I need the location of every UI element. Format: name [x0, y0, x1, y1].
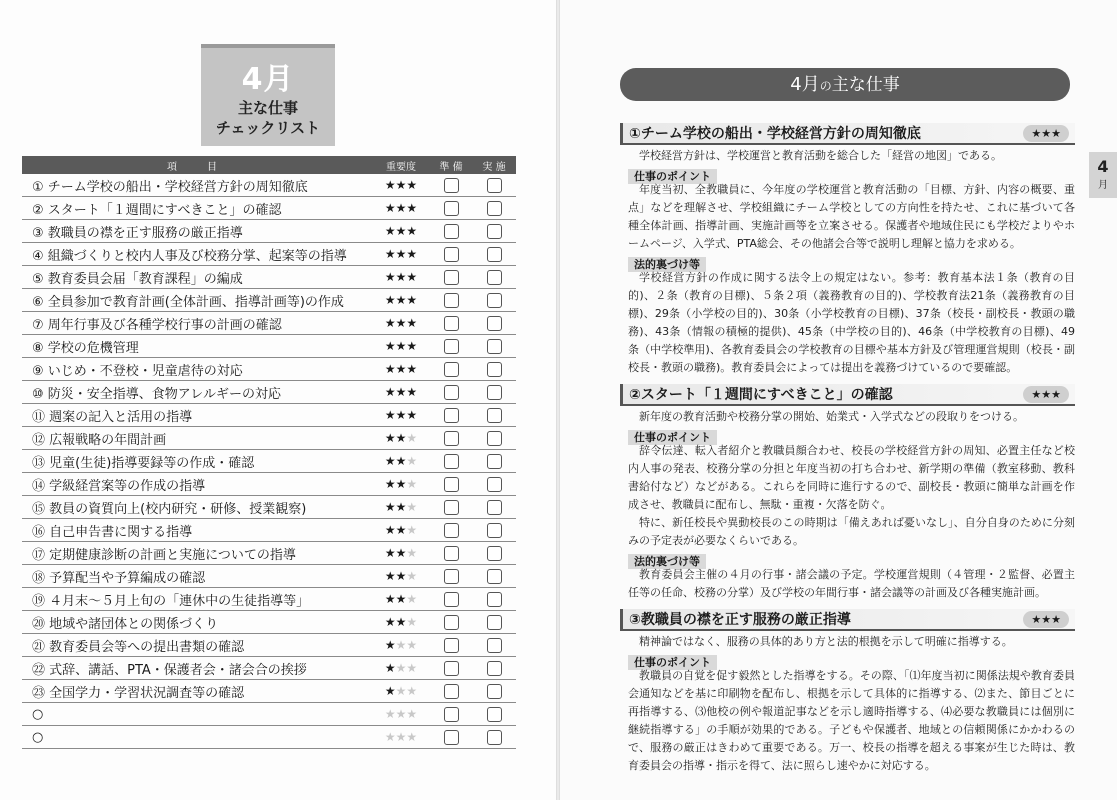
done-checkbox[interactable] [487, 293, 502, 308]
left-page [0, 0, 558, 800]
prep-checkbox[interactable] [444, 592, 459, 607]
done-checkbox[interactable] [487, 592, 502, 607]
point-label: 仕事のポイント [628, 430, 717, 445]
checklist-item-text: ㉑ 教育委員会等への提出書類の確認 [32, 639, 245, 655]
done-checkbox[interactable] [487, 500, 502, 515]
right-title-particle: の [819, 79, 832, 93]
prep-checkbox[interactable] [444, 454, 459, 469]
importance-rating [372, 477, 430, 491]
prep-checkbox[interactable] [444, 362, 459, 377]
right-title-month: 4月 [790, 74, 820, 95]
section-intro: 精神論ではなく、服務の具体的あり方と法的根拠を示して明確に指導する。 [639, 635, 1013, 648]
importance-rating [372, 592, 430, 606]
checklist-row [22, 381, 516, 404]
checklist-item-text: ⑧ 学校の危機管理 [32, 340, 139, 356]
point-label: 仕事のポイント [628, 169, 717, 184]
importance-rating [372, 339, 430, 353]
importance-rating [372, 500, 430, 514]
importance-rating [372, 385, 430, 399]
prep-checkbox[interactable] [444, 500, 459, 515]
checklist-row [22, 473, 516, 496]
prep-checkbox[interactable] [444, 684, 459, 699]
done-checkbox[interactable] [487, 523, 502, 538]
checklist-item-text: ⑱ 予算配当や予算編成の確認 [32, 570, 206, 586]
prep-checkbox[interactable] [444, 201, 459, 216]
checklist-item-text: ⑦ 周年行事及び各種学校行事の計画の確認 [32, 317, 282, 333]
checklist-item-text: ② スタート「１週間にすべきこと」の確認 [32, 202, 282, 218]
stars-empty: ★ [406, 523, 418, 537]
checklist-row [22, 289, 516, 312]
prep-checkbox[interactable] [444, 615, 459, 630]
checklist-row [22, 197, 516, 220]
section-title: ③教職員の襟を正す服務の厳正指導 [629, 612, 851, 628]
checklist-row [22, 312, 516, 335]
done-checkbox[interactable] [487, 247, 502, 262]
stars-filled: ★★★ [384, 293, 418, 307]
section-2 [620, 384, 1075, 602]
checklist-item-text: ⑩ 防災・安全指導、食物アレルギーの対応 [32, 386, 281, 402]
stars-empty: ★★ [395, 684, 418, 698]
section-header [620, 384, 1075, 406]
right-title-rest: 主な仕事 [831, 75, 900, 95]
checklist-item-text: ⑤ 教育委員会届「教育課程」の編成 [32, 271, 243, 287]
prep-checkbox[interactable] [444, 339, 459, 354]
checklist-row [22, 703, 516, 726]
checklist-item-text: ○ [32, 706, 44, 722]
checklist-row [22, 243, 516, 266]
checklist-item-text: ⑬ 児童(生徒)指導要録等の作成・確認 [32, 455, 255, 471]
importance-rating [372, 201, 430, 215]
importance-rating [372, 615, 430, 629]
prep-checkbox[interactable] [444, 293, 459, 308]
checklist-item-text: ⑳ 地域や諸団体との関係づくり [32, 616, 219, 632]
section-header [620, 123, 1075, 145]
stars-empty: ★ [406, 592, 418, 606]
stars-filled: ★★★ [384, 201, 418, 215]
month-side-tab[interactable] [1089, 152, 1117, 198]
checklist-table [22, 156, 516, 749]
law-label: 法的裏づけ等 [628, 257, 706, 272]
checklist-row [22, 519, 516, 542]
importance-rating [372, 523, 430, 537]
point-text: 教職員の自覚を促す毅然とした指導をする。その際、「⑴年度当初に関係法規や教育委員会通知などを基に印刷物を配布し、根拠を示して具体的に指導する、⑵また、節目ごとに再指導する、⑶他校の例や報道記事などを示し適時指導する、⑷必要な教職員には個別に継続指導する」の手順が効果的である。子どもや保護者、地域との信頼関係にかかわるので、服務の厳正はきわめて重要である。万一、校長の指導を超える事案が生じた時は、教育委員会の指導・指示を得て、法に照らし速やかに対応する。 [628, 669, 1075, 772]
stars-filled: ★ [384, 684, 396, 698]
header-importance: 重要度 [386, 161, 416, 173]
checklist-row [22, 611, 516, 634]
stars-empty: ★★ [395, 661, 418, 675]
importance-rating [372, 569, 430, 583]
done-checkbox[interactable] [487, 362, 502, 377]
done-checkbox[interactable] [487, 178, 502, 193]
checklist-row [22, 496, 516, 519]
done-checkbox[interactable] [487, 546, 502, 561]
stars-filled: ★★★ [384, 247, 418, 261]
checklist-row [22, 726, 516, 749]
right-page-title [620, 68, 1070, 101]
side-tab-number: 4 [1097, 157, 1109, 176]
stars-empty: ★ [406, 500, 418, 514]
done-checkbox[interactable] [487, 638, 502, 653]
stars-empty: ★ [406, 615, 418, 629]
checklist-row [22, 174, 516, 197]
done-checkbox[interactable] [487, 707, 502, 722]
importance-rating [372, 546, 430, 560]
stars-empty: ★ [406, 477, 418, 491]
checklist-item-text: ○ [32, 729, 44, 745]
importance-rating [372, 638, 430, 652]
importance-rating [372, 408, 430, 422]
stars-filled: ★★ [384, 569, 407, 583]
title-line2: チェックリスト [215, 119, 321, 137]
stars-empty: ★★ [395, 638, 418, 652]
done-checkbox[interactable] [487, 661, 502, 676]
stars-empty: ★ [406, 546, 418, 560]
stars-filled: ★★ [384, 431, 407, 445]
section-title: ②スタート「１週間にすべきこと」の確認 [629, 387, 893, 403]
done-checkbox[interactable] [487, 224, 502, 239]
importance-stars: ★★★ [1023, 386, 1069, 403]
stars-empty: ★ [406, 431, 418, 445]
prep-checkbox[interactable] [444, 730, 459, 745]
done-checkbox[interactable] [487, 270, 502, 285]
importance-rating [372, 247, 430, 261]
importance-rating [372, 270, 430, 284]
done-checkbox[interactable] [487, 684, 502, 699]
point-text-2: 特に、新任校長や異動校長のこの時期は「備えあれば憂いなし」、自分自身のために分刻みの予定表が必要なくらいである。 [628, 516, 1075, 547]
checklist-item-text: ㉓ 全国学力・学習状況調査等の確認 [32, 685, 245, 701]
checklist-item-text: ⑰ 定期健康診断の計画と実施についての指導 [32, 547, 296, 563]
checklist-row [22, 634, 516, 657]
prep-checkbox[interactable] [444, 247, 459, 262]
stars-filled: ★★ [384, 592, 407, 606]
stars-filled: ★★★ [384, 316, 418, 330]
checklist-item-text: ⑥ 全員参加で教育計画(全体計画、指導計画等)の作成 [32, 294, 344, 310]
stars-filled: ★★ [384, 523, 407, 537]
importance-rating [372, 661, 430, 675]
done-checkbox[interactable] [487, 477, 502, 492]
checklist-item-text: ㉒ 式辞、講話、PTA・保護者会・諸会合の挨拶 [32, 662, 307, 678]
stars-filled: ★★ [384, 500, 407, 514]
importance-rating [372, 293, 430, 307]
stars-filled: ★ [384, 661, 396, 675]
header-done: 実 施 [482, 161, 506, 173]
title-line1: 主な仕事 [237, 99, 298, 117]
importance-rating [372, 707, 430, 721]
prep-checkbox[interactable] [444, 316, 459, 331]
point-label: 仕事のポイント [628, 655, 717, 670]
checklist-item-text: ⑨ いじめ・不登校・児童虐待の対応 [32, 363, 243, 379]
stars-filled: ★★★ [384, 339, 418, 353]
header-item: 項 目 [167, 161, 227, 173]
checklist-item-text: ⑫ 広報戦略の年間計画 [32, 432, 167, 448]
checklist-title-box [201, 44, 335, 146]
section-intro: 学校経営方針は、学校運営と教育活動を総合した「経営の地図」である。 [639, 149, 1002, 162]
done-checkbox[interactable] [487, 339, 502, 354]
importance-stars: ★★★ [1023, 125, 1069, 142]
checklist-item-text: ⑭ 学級経営案等の作成の指導 [32, 478, 206, 494]
prep-checkbox[interactable] [444, 178, 459, 193]
importance-rating [372, 316, 430, 330]
law-label: 法的裏づけ等 [628, 554, 706, 569]
stars-filled: ★★★ [384, 178, 418, 192]
checklist-row [22, 266, 516, 289]
checklist-row [22, 657, 516, 680]
done-checkbox[interactable] [487, 431, 502, 446]
done-checkbox[interactable] [487, 569, 502, 584]
stars-filled: ★★ [384, 546, 407, 560]
prep-checkbox[interactable] [444, 270, 459, 285]
law-text: 学校経営方針の作成に関する法令上の規定はない。参考：教育基本法１条（教育の目的)、２条（教育の目標)、５条２項（義務教育の目的)、学校教育法21条（義務教育の目標)、29条（小学校の目的)、30条（小学校教育の目標)、37条（校長・副校長・教頭の職務)、43条（情報の積極的提供)、45条（中学校の目的)、46条（中学校教育の目標)、49条（中学校準用)、各教育委員会の学校教育の目標や基本方針及び管理運営規則（校長・副校長・教頭の職務)。教育委員会によっては提出を義務づけているので要確認。 [628, 271, 1075, 374]
done-checkbox[interactable] [487, 201, 502, 216]
stars-filled: ★★ [384, 477, 407, 491]
prep-checkbox[interactable] [444, 408, 459, 423]
prep-checkbox[interactable] [444, 546, 459, 561]
stars-empty: ★★★ [384, 730, 418, 744]
header-prep: 準 備 [439, 161, 463, 173]
section-intro: 新年度の教育活動や校務分掌の開始、始業式・入学式などの段取りをつける。 [639, 410, 1024, 423]
checklist-row [22, 335, 516, 358]
stars-filled: ★★★ [384, 270, 418, 284]
stars-filled: ★★★ [384, 385, 418, 399]
checklist-rows [22, 174, 516, 749]
stars-filled: ★★★ [384, 408, 418, 422]
importance-rating [372, 684, 430, 698]
prep-checkbox[interactable] [444, 431, 459, 446]
section-3 [620, 609, 1075, 775]
stars-empty: ★★★ [384, 707, 418, 721]
side-tab-unit: 月 [1098, 180, 1108, 191]
importance-rating [372, 362, 430, 376]
checklist-header [22, 156, 516, 174]
checklist-row [22, 565, 516, 588]
importance-rating [372, 178, 430, 192]
section-1 [620, 123, 1075, 377]
checklist-item-text: ⑪ 週案の記入と活用の指導 [32, 409, 193, 425]
importance-stars: ★★★ [1023, 611, 1069, 628]
checklist-row [22, 358, 516, 381]
checklist-item-text: ① チーム学校の船出・学校経営方針の周知徹底 [32, 179, 308, 195]
law-text: 教育委員会主催の４月の行事・諸会議の予定。学校運営規則（４管理・２監督、必置主任等の任命、校務の分掌）及び学校の年間行事・諸会議等の計画及び各種実施計画。 [628, 568, 1075, 599]
stars-empty: ★ [406, 569, 418, 583]
stars-filled: ★★ [384, 615, 407, 629]
checklist-item-text: ⑲ ４月末～５月上旬の「連休中の生徒指導等」 [32, 593, 310, 609]
prep-checkbox[interactable] [444, 385, 459, 400]
checklist-row [22, 450, 516, 473]
title-month: 4月 [241, 62, 295, 97]
checklist-row [22, 588, 516, 611]
checklist-row [22, 680, 516, 703]
checklist-item-text: ④ 組織づくりと校内人事及び校務分掌、起案等の指導 [32, 248, 347, 264]
stars-filled: ★★★ [384, 224, 418, 238]
importance-rating [372, 431, 430, 445]
point-text: 年度当初、全教職員に、今年度の学校運営と教育活動の「目標、方針、内容の概要、重点」などを理解させ、学校組織にチーム学校としての方向性を持たせ、これに基づいて各種全体計画、指導計画、実施計画等を立案させる。保護者や地域住民にも学校だよりやホームページ、入学式、PTA総会、その他諸会合等で説明し理解と協力を求める。 [628, 183, 1075, 250]
prep-checkbox[interactable] [444, 661, 459, 676]
point-text: 辞令伝達、転入者紹介と教職員顔合わせ、校長の学校経営方針の周知、必置主任など校内人事の発表、校務分掌の分担と年度当初の打ち合わせ、新学期の準備（教室移動、教科書給付など）などがある。これらを同時に進行するので、副校長・教頭に簡単な計画を作成させ、教職員に配布し、無駄・重複・欠落を防ぐ。 [628, 444, 1075, 511]
checklist-item-text: ⑮ 教員の資質向上(校内研究・研修、授業観察) [32, 501, 307, 517]
prep-checkbox[interactable] [444, 707, 459, 722]
prep-checkbox[interactable] [444, 224, 459, 239]
prep-checkbox[interactable] [444, 569, 459, 584]
done-checkbox[interactable] [487, 408, 502, 423]
section-title: ①チーム学校の船出・学校経営方針の周知徹底 [629, 126, 921, 142]
importance-rating [372, 454, 430, 468]
prep-checkbox[interactable] [444, 523, 459, 538]
stars-filled: ★ [384, 638, 396, 652]
checklist-row [22, 542, 516, 565]
done-checkbox[interactable] [487, 730, 502, 745]
stars-filled: ★★ [384, 454, 407, 468]
checklist-row [22, 404, 516, 427]
done-checkbox[interactable] [487, 615, 502, 630]
done-checkbox[interactable] [487, 316, 502, 331]
done-checkbox[interactable] [487, 454, 502, 469]
checklist-item-text: ⑯ 自己申告書に関する指導 [32, 524, 193, 540]
section-header [620, 609, 1075, 631]
stars-empty: ★ [406, 454, 418, 468]
done-checkbox[interactable] [487, 385, 502, 400]
importance-rating [372, 730, 430, 744]
stars-filled: ★★★ [384, 362, 418, 376]
checklist-row [22, 220, 516, 243]
prep-checkbox[interactable] [444, 477, 459, 492]
prep-checkbox[interactable] [444, 638, 459, 653]
checklist-row [22, 427, 516, 450]
importance-rating [372, 224, 430, 238]
checklist-item-text: ③ 教職員の襟を正す服務の厳正指導 [32, 225, 243, 241]
